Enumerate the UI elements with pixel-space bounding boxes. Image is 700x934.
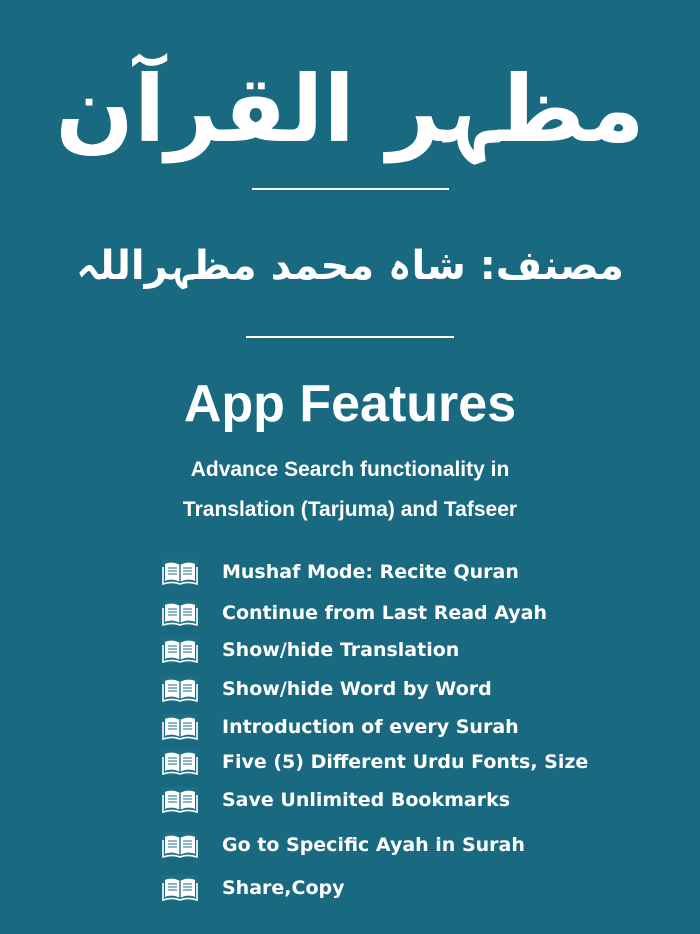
open-book-icon [160, 828, 200, 862]
feature-item [160, 782, 510, 818]
feature-label: Go to Specific Ayah in Surah [222, 834, 525, 856]
feature-item [160, 671, 492, 707]
open-book-icon [160, 871, 200, 905]
feature-item [160, 595, 547, 631]
open-book-icon [160, 710, 200, 744]
feature-label: Continue from Last Read Ayah [222, 602, 548, 624]
feature-label: Introduction of every Surah [222, 716, 519, 738]
feature-label: Share,Copy [222, 877, 345, 899]
features-heading: App Features [183, 375, 517, 433]
subheading-line-1: Advance Search functionality in [190, 458, 510, 481]
feature-item [160, 870, 345, 906]
open-book-icon [160, 783, 200, 817]
feature-label: Show/hide Word by Word [222, 678, 492, 700]
feature-label: Mushaf Mode: Recite Quran [222, 561, 519, 583]
feature-label: Show/hide Translation [222, 639, 460, 661]
feature-item [160, 632, 459, 668]
open-book-icon [160, 672, 200, 706]
app-title-urdu: مظہر القرآن [55, 56, 645, 163]
feature-item [160, 744, 588, 780]
author-urdu: مصنف: شاہ محمد مظہراللہ [76, 243, 624, 289]
subheading-line-2: Translation (Tarjuma) and Tafseer [182, 498, 518, 521]
feature-label: Save Unlimited Bookmarks [222, 789, 511, 811]
feature-item [160, 554, 519, 590]
feature-label: Five (5) Different Urdu Fonts, Size [222, 751, 589, 773]
open-book-icon [160, 596, 200, 630]
open-book-icon [160, 745, 200, 779]
open-book-icon [160, 555, 200, 589]
feature-item [160, 827, 525, 863]
open-book-icon [160, 633, 200, 667]
feature-item [160, 709, 519, 745]
